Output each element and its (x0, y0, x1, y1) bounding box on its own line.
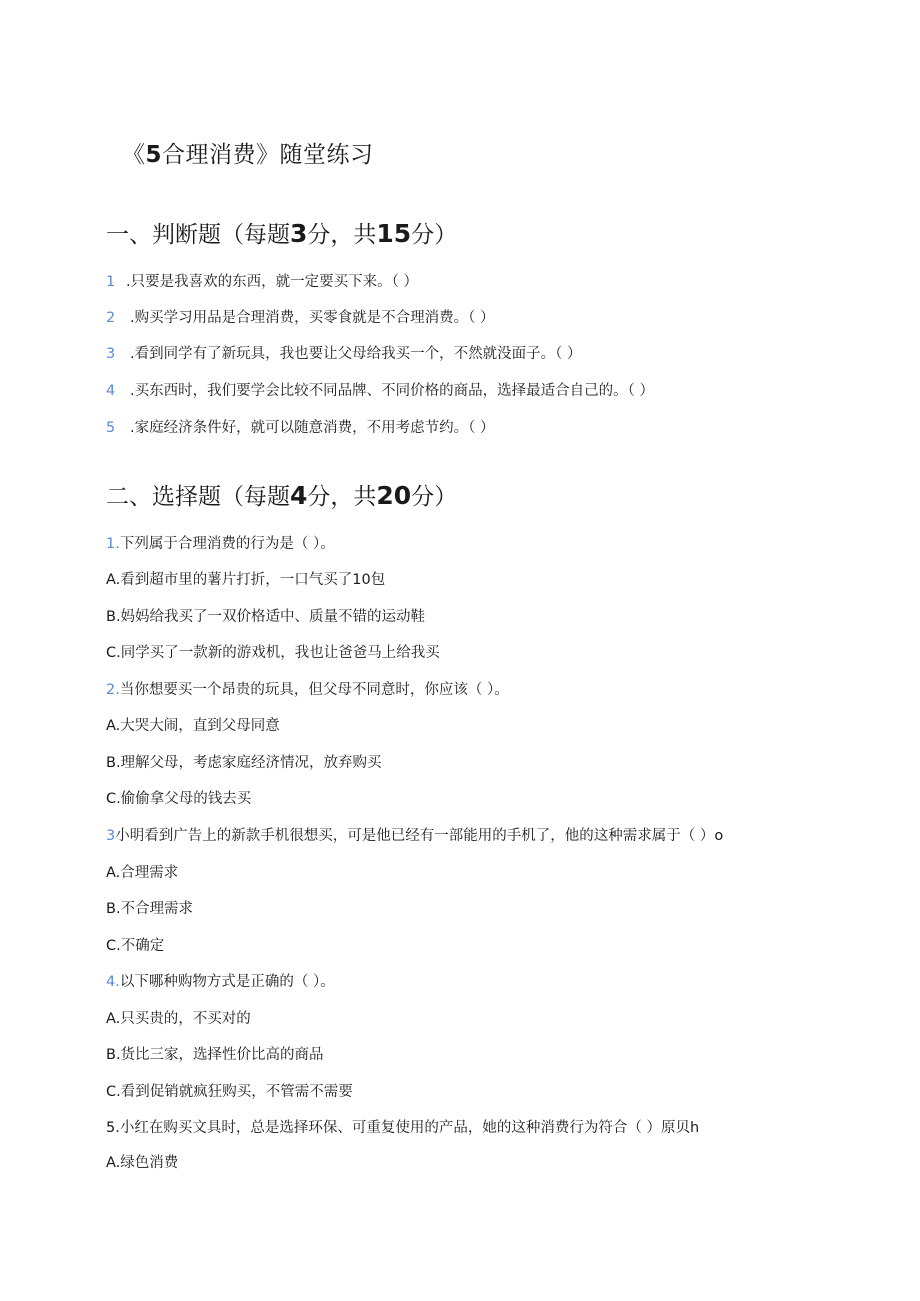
question-number: 1 (106, 274, 116, 290)
judgement-item (106, 344, 581, 364)
question-text: .看到同学有了新玩具，我也要让父母给我买一个，不然就没面子。（ ） (130, 346, 582, 362)
section-heading-choice (106, 478, 457, 511)
choice-option: B.理解父母，考虑家庭经济情况，放弃购买 (106, 755, 382, 771)
question-number: 4 (106, 383, 116, 399)
choice-question (106, 680, 509, 700)
choice-option: C.同学买了一款新的游戏机，我也让爸爸马上给我买 (106, 645, 440, 661)
judgement-item (106, 308, 494, 328)
question-text: .购买学习用品是合理消费，买零食就是不合理消费。（ ） (130, 310, 495, 326)
question-text: .只要是我喜欢的东西，就一定要买下来。（ ） (126, 274, 418, 290)
question-text: .家庭经济条件好，就可以随意消费，不用考虑节约。（ ） (130, 420, 495, 436)
heading-suffix: 分） (411, 222, 458, 248)
question-number: 3 (106, 828, 116, 844)
question-text: .买东西时，我们要学会比较不同品牌、不同价格的商品，选择最适合自己的。（ ） (130, 383, 654, 399)
judgement-item (106, 272, 418, 292)
heading-score-total: 20 (376, 481, 412, 510)
title-text: 合理消费》随堂练习 (162, 142, 374, 168)
choice-option: C.不确定 (106, 938, 165, 954)
question-text: 下列属于合理消费的行为是（ ）。 (119, 536, 335, 552)
choice-option: B.货比三家，选择性价比高的商品 (106, 1047, 324, 1063)
choice-option: C.看到促销就疯狂购买，不管需不需要 (106, 1084, 353, 1100)
document-title (122, 136, 374, 169)
heading-score-each: 4 (290, 481, 308, 510)
judgement-item (106, 418, 494, 438)
judgement-item (106, 381, 654, 401)
heading-mid: 分，共 (307, 222, 377, 248)
heading-suffix: 分） (411, 484, 458, 510)
title-open-bracket: 《 (122, 142, 146, 168)
choice-question (106, 826, 723, 846)
choice-question (106, 534, 335, 554)
choice-option: B.妈妈给我买了一双价格适中、质量不错的运动鞋 (106, 609, 426, 625)
choice-option: A.只买贵的，不买对的 (106, 1011, 251, 1027)
question-text: 5.小红在购买文具时，总是选择环保、可重复使用的产品，她的这种消费行为符合（ ）原贝h (106, 1120, 700, 1136)
choice-option: A.大哭大闹，直到父母同意 (106, 718, 280, 734)
question-number: 3 (106, 346, 116, 362)
question-text: 小明看到广告上的新款手机很想买，可是他已经有一部能用的手机了，他的这种需求属于（ ）o (115, 828, 724, 844)
choice-option: B.不合理需求 (106, 901, 194, 917)
question-number: 2. (106, 682, 120, 698)
choice-option: A.绿色消费 (106, 1155, 179, 1171)
heading-mid: 分，共 (307, 484, 377, 510)
question-number: 2 (106, 310, 116, 326)
question-text: 以下哪种购物方式是正确的（ ）。 (119, 974, 335, 990)
heading-prefix: 一、判断题（每题 (106, 222, 290, 248)
heading-score-total: 15 (376, 219, 412, 248)
heading-score-each: 3 (290, 219, 308, 248)
choice-question (106, 972, 335, 992)
choice-option: A.合理需求 (106, 865, 179, 881)
question-text: 当你想要买一个昂贵的玩具，但父母不同意时，你应该（ ）。 (119, 682, 509, 698)
heading-prefix: 二、选择题（每题 (106, 484, 290, 510)
question-number: 5 (106, 420, 116, 436)
choice-question (106, 1118, 699, 1138)
question-number: 1. (106, 536, 120, 552)
section-heading-judgement (106, 216, 457, 249)
choice-option: A.看到超市里的薯片打折，一口气买了10包 (106, 572, 386, 588)
question-number: 4. (106, 974, 120, 990)
title-lesson-number: 5 (145, 142, 163, 168)
choice-option: C.偷偷拿父母的钱去买 (106, 791, 252, 807)
